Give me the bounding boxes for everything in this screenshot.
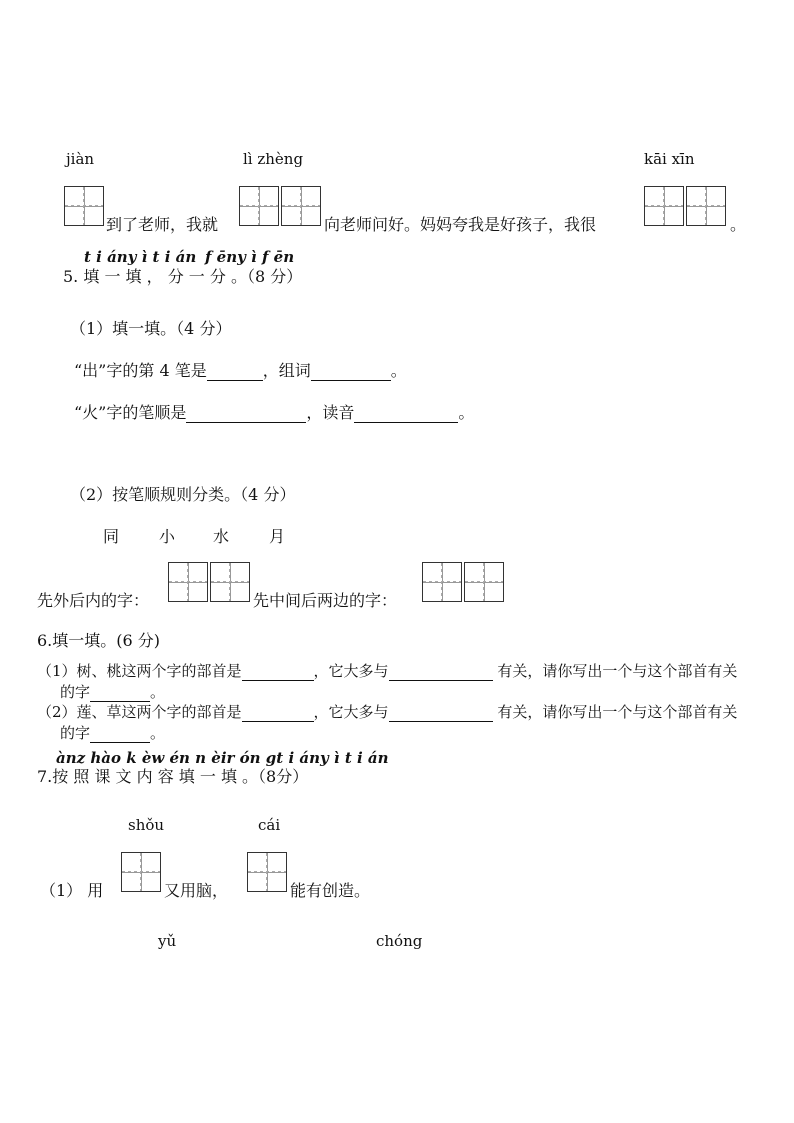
q7-title: 7.按 照 课 文 内 容 填 一 填 。（8分） xyxy=(37,767,309,786)
answer-blank[interactable] xyxy=(389,705,493,722)
pinyin-kai-xin: kāi xīn xyxy=(644,150,695,168)
q5-line2-text-a: “火”字的笔顺是 xyxy=(74,403,187,422)
q6-row2 xyxy=(37,701,737,722)
q6-row2-text-d: 的字 xyxy=(60,724,91,742)
answer-blank[interactable] xyxy=(242,664,314,681)
char-box[interactable] xyxy=(686,186,726,226)
char-option: 月 xyxy=(269,527,286,546)
pinyin-chong: chóng xyxy=(376,932,423,950)
q6-title: 6.填一填。(6 分) xyxy=(37,631,161,650)
q7-title-pinyin: ànz hào k èw én n èir ón gt i ány ì t i án xyxy=(56,749,389,767)
q6-row2-text-e: 。 xyxy=(150,724,166,742)
answer-blank[interactable] xyxy=(354,406,458,423)
q6-row1-text-d: 的字 xyxy=(60,683,91,701)
char-option: 同 xyxy=(103,527,120,546)
q6-row2-text-c: 有关，请你写出一个与这个部首有关 xyxy=(492,703,738,721)
char-box[interactable] xyxy=(64,186,104,226)
answer-blank[interactable] xyxy=(90,726,150,743)
q6-row1-text-e: 。 xyxy=(150,683,166,701)
q5-line1-text-c: 。 xyxy=(390,361,407,380)
category-middle-sides-label: 先中间后两边的字： xyxy=(253,591,398,610)
pinyin-cai: cái xyxy=(258,816,281,834)
answer-blank[interactable] xyxy=(207,364,263,381)
q7-s1-text-b: 又用脑， xyxy=(164,881,229,900)
q7-s1-text-a: （1） 用 xyxy=(40,881,104,900)
q5-line1 xyxy=(74,358,407,381)
pinyin-shou: shǒu xyxy=(128,816,165,834)
char-box[interactable] xyxy=(281,186,321,226)
q5-title-pinyin-b: f ēny ì f ēn xyxy=(205,248,295,266)
char-box[interactable] xyxy=(210,562,250,602)
q5-line1-text-b: ，组词 xyxy=(262,361,311,380)
q6-row2-cont xyxy=(60,722,165,743)
answer-blank[interactable] xyxy=(389,664,493,681)
q5-part1-heading: （1）填一填。（4 分） xyxy=(70,319,232,338)
char-option: 小 xyxy=(159,527,176,546)
q5-line2 xyxy=(74,400,474,423)
answer-blank[interactable] xyxy=(90,685,150,702)
q6-row2-text-b: ，它大多与 xyxy=(313,703,389,721)
q6-row1-text-b: ，它大多与 xyxy=(313,662,389,680)
q4-text-2: 向老师问好。妈妈夸我是好孩子，我很 xyxy=(324,215,597,234)
q6-row1-text-c: 有关，请你写出一个与这个部首有关 xyxy=(492,662,738,680)
answer-blank[interactable] xyxy=(242,705,314,722)
answer-blank[interactable] xyxy=(186,406,306,423)
q5-title-pinyin-a: t i ány ì t i án xyxy=(84,248,197,266)
q5-title: 5. 填 一 填 ， 分 一 分 。（8 分） xyxy=(63,267,303,286)
char-box[interactable] xyxy=(247,852,287,892)
char-box[interactable] xyxy=(422,562,462,602)
char-option: 水 xyxy=(213,527,230,546)
q5-part2-heading: （2）按笔顺规则分类。（4 分） xyxy=(70,485,296,504)
q6-row2-text-a: （2）莲、草这两个字的部首是 xyxy=(37,703,242,721)
q7-s1-text-c: 能有创造。 xyxy=(290,881,371,900)
char-box[interactable] xyxy=(464,562,504,602)
answer-blank[interactable] xyxy=(311,364,391,381)
q6-row1-cont xyxy=(60,681,165,702)
q5-line2-text-c: 。 xyxy=(458,403,475,422)
q6-row1-text-a: （1）树、桃这两个字的部首是 xyxy=(37,662,242,680)
q4-text-3: 。 xyxy=(730,215,747,234)
char-box[interactable] xyxy=(239,186,279,226)
pinyin-jian: jiàn xyxy=(66,150,95,168)
q4-text-1: 到了老师，我就 xyxy=(106,215,219,234)
char-box[interactable] xyxy=(121,852,161,892)
pinyin-li-zheng: lì zhèng xyxy=(243,150,304,168)
pinyin-yu: yǔ xyxy=(158,932,177,950)
q5-line1-text-a: “出”字的第 4 笔是 xyxy=(74,361,207,380)
q6-row1 xyxy=(37,660,737,681)
char-box[interactable] xyxy=(168,562,208,602)
q5-line2-text-b: ，读音 xyxy=(306,403,355,422)
char-box[interactable] xyxy=(644,186,684,226)
category-outer-inner-label: 先外后内的字： xyxy=(37,591,150,610)
